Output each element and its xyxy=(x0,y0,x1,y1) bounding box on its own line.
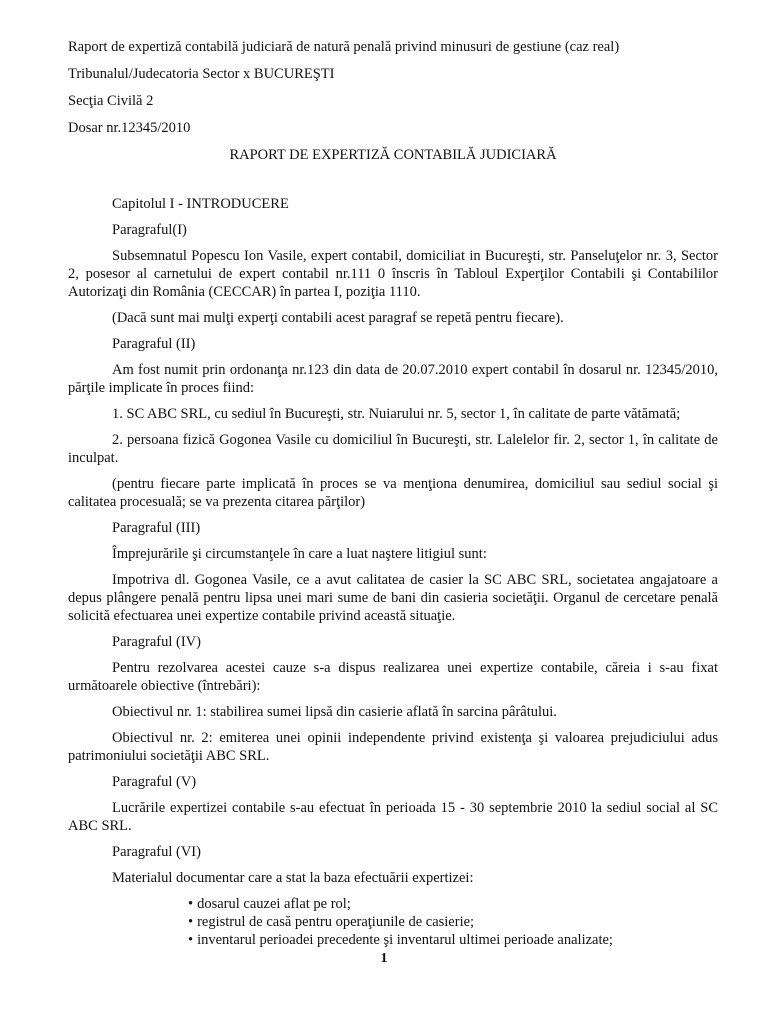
paragraph: (pentru fiecare parte implicată în proces se va menţiona denumirea, domiciliul sau sediul social şi calitatea procesuală; se va prezenta citarea părţilor) xyxy=(68,476,718,510)
list-item-text: inventarul perioadei precedente şi inventarul ultimei perioade analizate; xyxy=(197,932,613,948)
list-item-text: registrul de casă pentru operaţiunile de casierie; xyxy=(197,914,475,930)
paragraph: (Dacă sunt mai mulţi experţi contabili acest paragraf se repetă pentru fiecare). xyxy=(112,310,564,326)
paragraph: Impotriva dl. Gogonea Vasile, ce a avut calitatea de casier la SC ABC SRL, societatea angajatoare a depus plângere penală pentru lipsa unei mari sume de bani din casieria societăţii. Organul de cercetare penală solicită efectuarea unei expertize contabile privind această situaţie. xyxy=(68,572,718,624)
paragraph: Împrejurările şi circumstanţele în care a luat naştere litigiul sunt: xyxy=(112,546,487,562)
paragraph: Pentru rezolvarea acestei cauze s-a dispus realizarea unei expertize contabile, căreia i s-au fixat următoarele obiective (întrebări): xyxy=(68,660,718,694)
paragraph: 1. SC ABC SRL, cu sediul în Bucureşti, str. Nuiarului nr. 5, sector 1, în calitate de parte vătămată; xyxy=(112,406,681,422)
bullet-icon: • xyxy=(188,896,194,912)
paragraph: Obiectivul nr. 2: emiterea unei opinii independente privind existenţa şi valoarea prejudiciului adus patrimoniului societăţii ABC SRL. xyxy=(68,730,718,764)
file-number: Dosar nr.12345/2010 xyxy=(68,120,191,136)
list-item xyxy=(188,931,718,949)
list-item xyxy=(188,913,718,931)
header-line-1: Raport de expertiză contabilă judiciară de natură penală privind minusuri de gestiune (caz real) xyxy=(68,39,620,55)
chapter-heading: Capitolul I - INTRODUCERE xyxy=(112,196,289,212)
section-heading-4: Paragraful (IV) xyxy=(112,634,201,650)
list-item-text: dosarul cauzei aflat pe rol; xyxy=(197,896,351,912)
list-item xyxy=(188,895,718,913)
page-number: 1 xyxy=(380,951,388,966)
paragraph: Materialul documentar care a stat la baza efectuării expertizei: xyxy=(112,870,474,886)
section-heading-1: Paragraful(I) xyxy=(112,222,187,238)
paragraph: Lucrările expertizei contabile s-au efectuat în perioada 15 - 30 septembrie 2010 la sediul social al SC ABC SRL. xyxy=(68,800,718,834)
section-heading-5: Paragraful (V) xyxy=(112,774,197,790)
document-body xyxy=(68,38,718,949)
paragraph: Obiectivul nr. 1: stabilirea sumei lipsă din casierie aflată în sarcina pârâtului. xyxy=(112,704,557,720)
section-heading-2: Paragraful (II) xyxy=(112,336,196,352)
court-name: Tribunalul/Judecatoria Sector x BUCUREŞTI xyxy=(68,66,335,82)
section-heading-3: Paragraful (III) xyxy=(112,520,201,536)
section-heading-6: Paragraful (VI) xyxy=(112,844,201,860)
document-title: RAPORT DE EXPERTIZĂ CONTABILĂ JUDICIARĂ xyxy=(229,147,557,163)
bullet-list xyxy=(68,895,718,949)
bullet-icon: • xyxy=(188,932,194,948)
bullet-icon: • xyxy=(188,914,194,930)
court-section: Secţia Civilă 2 xyxy=(68,93,154,109)
paragraph: Subsemnatul Popescu Ion Vasile, expert contabil, domiciliat in Bucureşti, str. Panseluţelor nr. 3, Sector 2, posesor al carnetului de expert contabil nr.111 0 înscris în Tabloul Experţilor Contabili şi Contabililor Autorizaţi din România (CECCAR) în partea I, poziţia 1110. xyxy=(68,248,718,300)
paragraph: 2. persoana fizică Gogonea Vasile cu domiciliul în Bucureşti, str. Lalelelor fir. 2, sector 1, în calitate de inculpat. xyxy=(68,432,718,466)
paragraph: Am fost numit prin ordonanţa nr.123 din data de 20.07.2010 expert contabil în dosarul nr. 12345/2010, părţile implicate în proces fiind: xyxy=(68,362,718,396)
